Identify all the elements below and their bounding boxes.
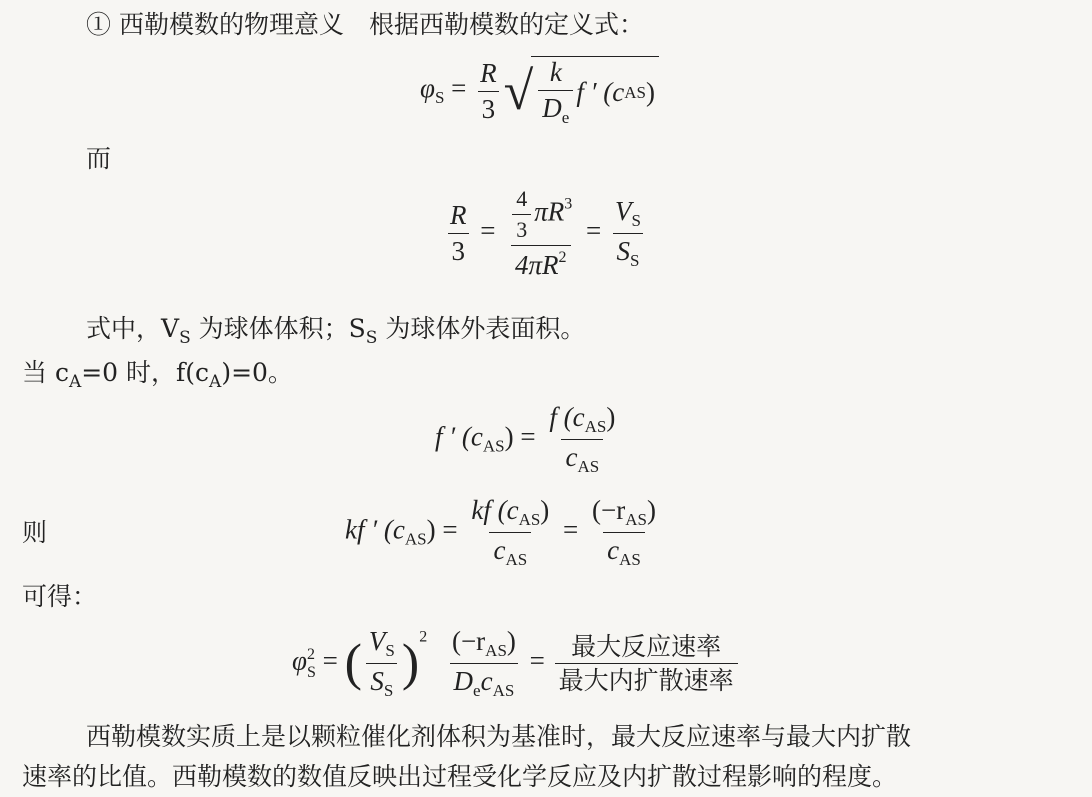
- connector-er: 而: [86, 144, 112, 173]
- connector-ze: 则: [22, 518, 48, 547]
- formula-thiele-definition: $\varphi_S$ = $\frac{R}{3}$ √ $\frac{k}{D_e}$ f ′ (c AS ): [420, 56, 659, 126]
- summary-line-2: 速率的比值。西勒模数的数值反映出过程受化学反应及内扩散过程影响的程度。: [22, 762, 898, 791]
- condition-line: 当 $c_A=0$ 时，$f(c_A)=0$。: [22, 358, 293, 392]
- connector-kede: 可得：: [22, 582, 98, 611]
- formula-r-over-3: $\frac{R}{3}$ = $\frac{4}{3}$ $\pi R^3$ $4\pi R^2$ = $\frac{V_S}{S_S}$: [443, 188, 648, 279]
- formula-thiele-squared: φ 2 S = ( $\frac{V_S}{S_S}$ )$^2$ $\frac{(-r_{AS})}{D_ec_{AS}}$ = $\frac{\text{最大反应速率}}{\text{最大内扩散速率}}$: [292, 628, 741, 699]
- definition-vs-ss: 式中，$V_S$ 为球体体积；$S_S$ 为球体外表面积。: [86, 314, 586, 348]
- formula-fprime: f ′ $(c_{AS})$ = $\frac{f (c_{AS})}{c_{AS}}$: [435, 402, 616, 476]
- intro-text: ① 西勒模数的物理意义 根据西勒模数的定义式：: [86, 10, 644, 39]
- summary-line-1: 西勒模数实质上是以颗粒催化剂体积为基准时，最大反应速率与最大内扩散: [86, 722, 912, 751]
- formula-kfprime: kf ′ $(c_{AS})$ = $\frac{kf (c_{AS})}{c_{AS}}$ = $\frac{(-r_{AS})}{c_{AS}}$: [345, 495, 656, 569]
